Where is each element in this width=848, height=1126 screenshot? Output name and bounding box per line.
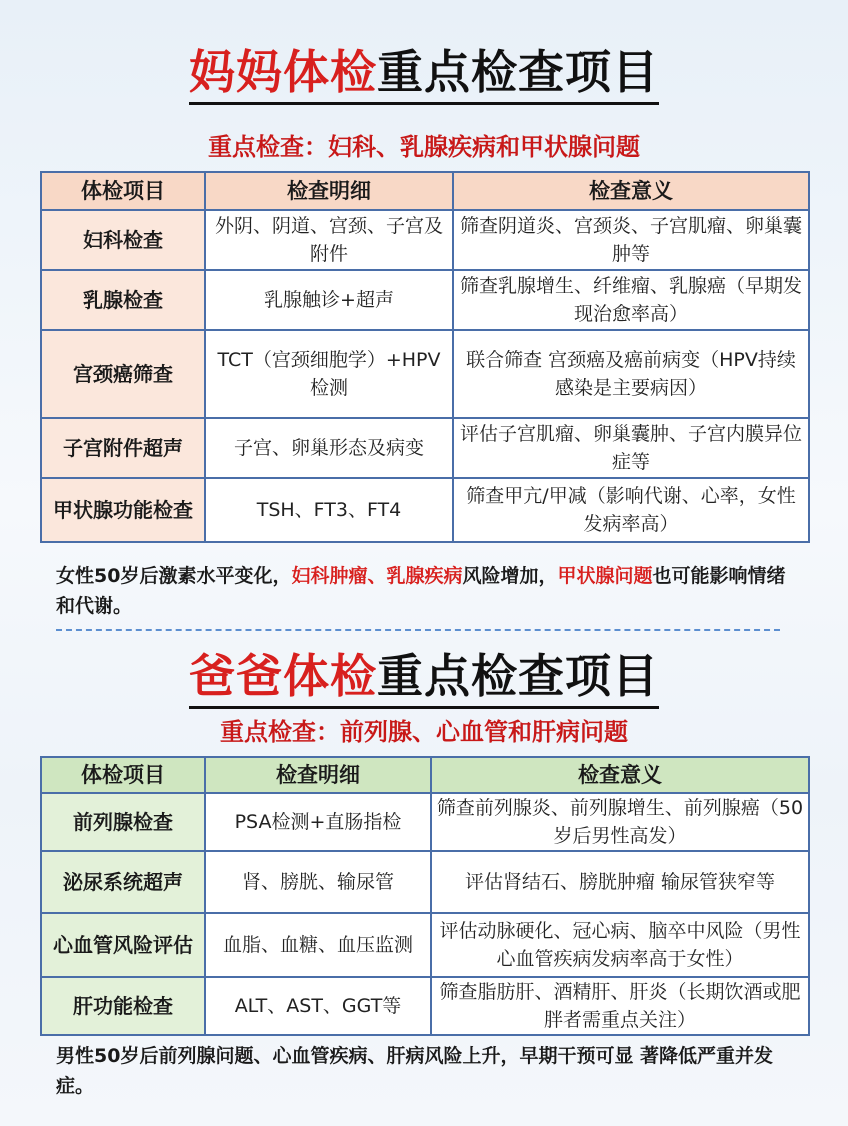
mom-note-part: 女性50岁后激素水平变化， [56, 565, 292, 587]
row-item: 肝功能检查 [41, 977, 205, 1035]
dad-title-black: 重点检查项目 [377, 649, 659, 703]
dad-table [40, 756, 810, 1036]
mom-note-highlight: 甲状腺问题 [557, 565, 653, 587]
row-detail: 血脂、血糖、血压监测 [205, 913, 431, 977]
row-item: 子宫附件超声 [41, 418, 205, 478]
section-divider [56, 629, 780, 631]
table-header-row [41, 172, 809, 210]
row-detail: TSH、FT3、FT4 [205, 478, 453, 542]
row-meaning: 筛查甲亢/甲减（影响代谢、心率，女性发病率高） [453, 478, 809, 542]
mom-title-black: 重点检查项目 [377, 45, 659, 99]
row-meaning: 评估动脉硬化、冠心病、脑卒中风险（男性心血管疾病发病率高于女性） [431, 913, 809, 977]
table-row [41, 478, 809, 542]
row-meaning: 筛查前列腺炎、前列腺增生、前列腺癌（50岁后男性高发） [431, 793, 809, 851]
dad-subtitle: 重点检查：前列腺、心血管和肝病问题 [220, 718, 628, 746]
mom-table [40, 171, 810, 543]
row-meaning: 联合筛查 宫颈癌及癌前病变（HPV持续感染是主要病因） [453, 330, 809, 418]
row-detail: 外阴、阴道、宫颈、子宫及附件 [205, 210, 453, 270]
dad-title-red: 爸爸体检 [189, 649, 377, 703]
row-item: 乳腺检查 [41, 270, 205, 330]
row-item: 泌尿系统超声 [41, 851, 205, 913]
row-meaning: 筛查脂肪肝、酒精肝、肝炎（长期饮酒或肥胖者需重点关注） [431, 977, 809, 1035]
row-detail: 肾、膀胱、输尿管 [205, 851, 431, 913]
header-detail: 检查明细 [205, 757, 431, 793]
header-meaning: 检查意义 [453, 172, 809, 210]
row-item: 前列腺检查 [41, 793, 205, 851]
dad-note: 男性50岁后前列腺问题、心血管疾病、肝病风险上升，早期干预可显 著降低严重并发症。 [56, 1045, 774, 1097]
dad-title [0, 648, 848, 709]
header-item: 体检项目 [41, 172, 205, 210]
row-meaning: 筛查阴道炎、宫颈炎、子宫肌瘤、卵巢囊肿等 [453, 210, 809, 270]
mom-note [56, 561, 796, 621]
mom-title-red: 妈妈体检 [189, 45, 377, 99]
table-row [41, 210, 809, 270]
row-item: 心血管风险评估 [41, 913, 205, 977]
table-row [41, 977, 809, 1035]
row-item: 妇科检查 [41, 210, 205, 270]
table-row [41, 913, 809, 977]
row-detail: 乳腺触诊+超声 [205, 270, 453, 330]
mom-subtitle: 重点检查：妇科、乳腺疾病和甲状腺问题 [208, 133, 640, 161]
mom-note-part: 也可能影响情绪和代谢。 [56, 565, 786, 617]
table-row [41, 418, 809, 478]
header-detail: 检查明细 [205, 172, 453, 210]
row-detail: TCT（宫颈细胞学）+HPV检测 [205, 330, 453, 418]
row-item: 甲状腺功能检查 [41, 478, 205, 542]
row-detail: PSA检测+直肠指检 [205, 793, 431, 851]
row-meaning: 评估子宫肌瘤、卵巢囊肿、子宫内膜异位症等 [453, 418, 809, 478]
row-detail: ALT、AST、GGT等 [205, 977, 431, 1035]
mom-note-part: 风险增加， [462, 565, 558, 587]
row-item: 宫颈癌筛查 [41, 330, 205, 418]
header-meaning: 检查意义 [431, 757, 809, 793]
row-detail: 子宫、卵巢形态及病变 [205, 418, 453, 478]
table-row [41, 793, 809, 851]
table-row [41, 330, 809, 418]
row-meaning: 筛查乳腺增生、纤维瘤、乳腺癌（早期发现治愈率高） [453, 270, 809, 330]
table-row [41, 851, 809, 913]
row-meaning: 评估肾结石、膀胱肿瘤 输尿管狭窄等 [431, 851, 809, 913]
table-row [41, 270, 809, 330]
mom-note-highlight: 妇科肿瘤、乳腺疾病 [291, 565, 463, 587]
header-item: 体检项目 [41, 757, 205, 793]
table-header-row [41, 757, 809, 793]
mom-title [0, 44, 848, 105]
